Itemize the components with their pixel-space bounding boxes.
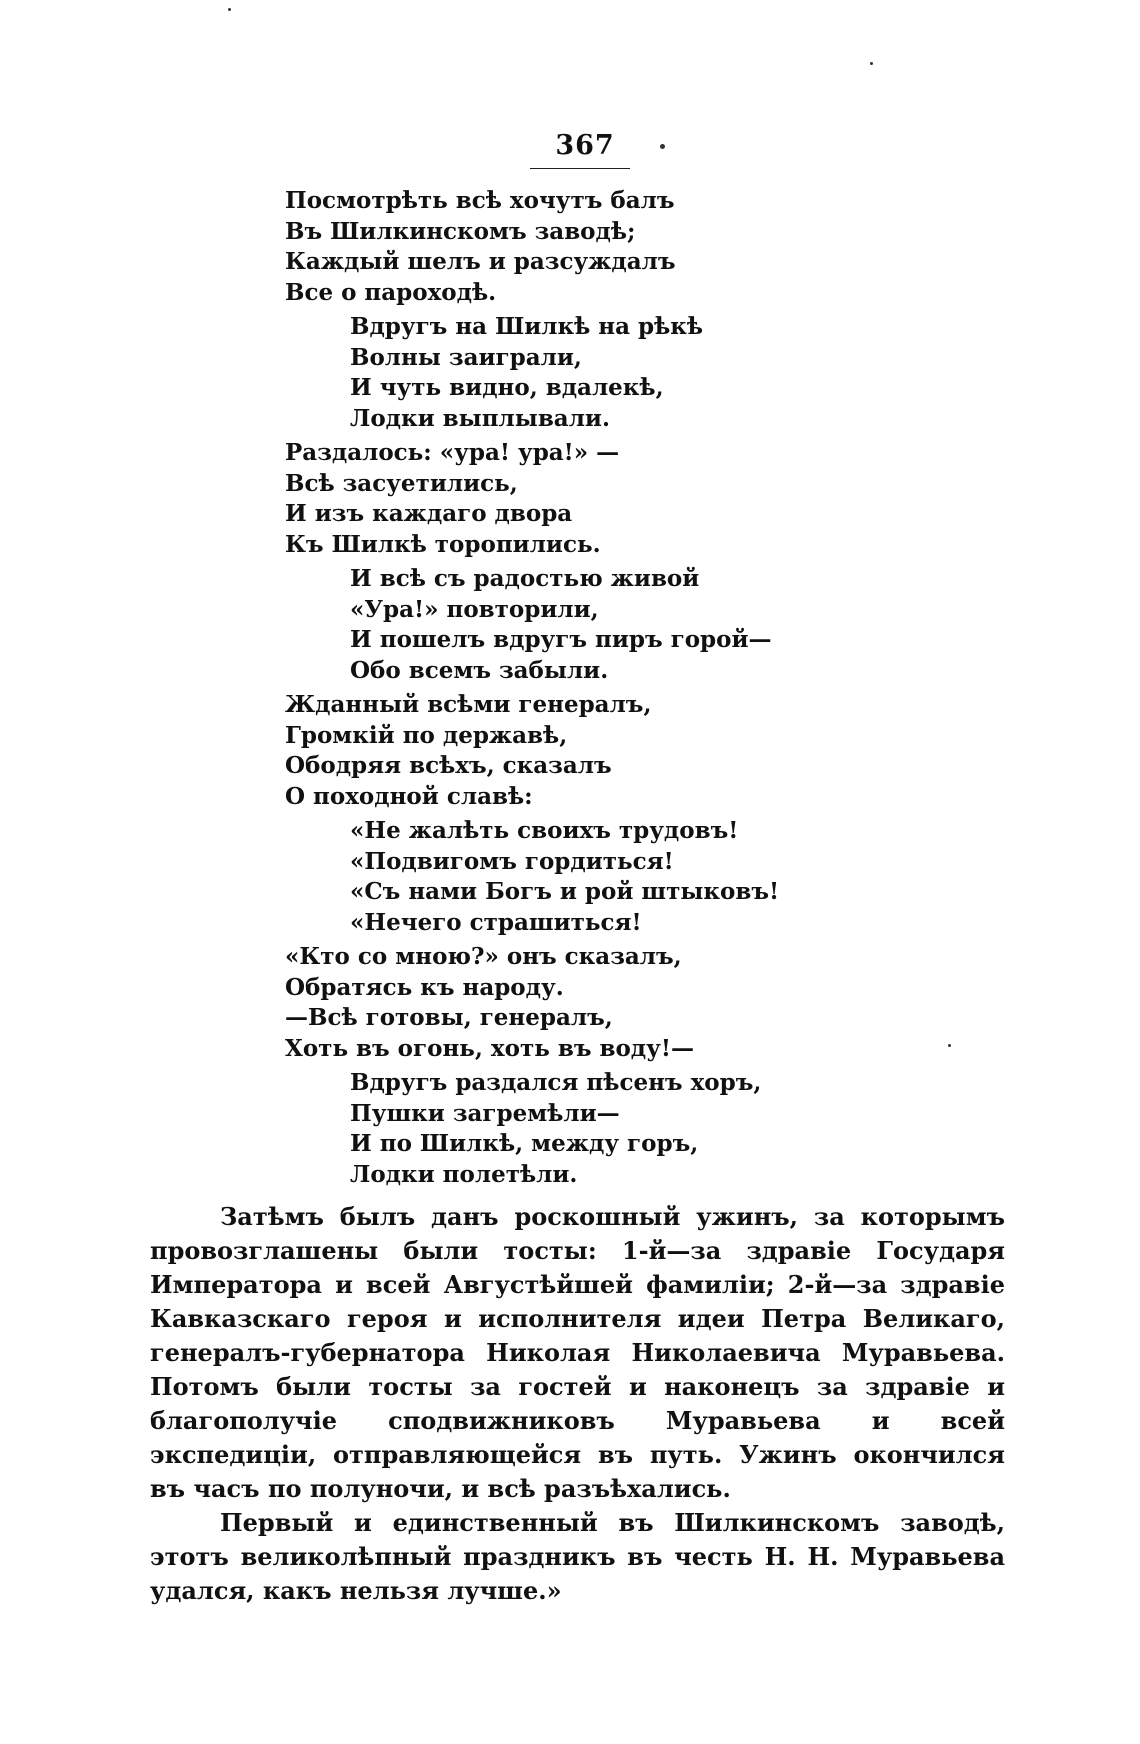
poem xyxy=(285,186,885,1194)
prose-paragraph: Затѣмъ былъ данъ роскошный ужинъ, за которымъ провозглашены были тосты: 1-й—за здравіе Государя Императора и всей Августѣйшей фамиліи; 2-й—за здравіе Кавказскаго героя и исполнителя идеи Петра Великаго, генералъ-губернатора Николая Николаевича Муравьева. Потомъ были тосты за гостей и наконецъ за здравіе и благополучіе сподвижниковъ Муравьева и всей экспедиціи, отправляющейся въ путь. Ужинъ окончился въ часъ по полуночи, и всѣ разъѣхались. xyxy=(150,1202,1005,1503)
poem-line: Громкій по державѣ, xyxy=(285,721,568,749)
poem-line: О походной славѣ: xyxy=(285,782,533,810)
poem-line: Всѣ засуетились, xyxy=(285,469,518,497)
poem-line: «Не жалѣть своихъ трудовъ! xyxy=(350,817,739,844)
poem-line: Каждый шелъ и разсуждалъ xyxy=(285,248,676,275)
poem-line: И по Шилкѣ, между горъ, xyxy=(350,1130,699,1157)
stanza xyxy=(285,312,885,434)
poem-line: Волны заиграли, xyxy=(350,343,582,371)
poem-line: «Подвигомъ гордиться! xyxy=(350,847,674,875)
stanza xyxy=(285,690,885,812)
poem-line: Все о пароходѣ. xyxy=(285,278,497,306)
poem-line: Лодки полетѣли. xyxy=(350,1160,578,1188)
poem-line: Вдругъ на Шилкѣ на рѣкѣ xyxy=(350,313,704,340)
poem-line: Вдругъ раздался пѣсенъ хоръ, xyxy=(350,1069,762,1096)
stanza xyxy=(285,438,885,560)
page-number: 367 xyxy=(555,130,615,161)
poem-line: Лодки выплывали. xyxy=(350,404,610,432)
poem-line: Обо всемъ забыли. xyxy=(350,656,609,684)
print-speck xyxy=(660,144,665,149)
poem-line: Ободряя всѣхъ, сказалъ xyxy=(285,752,612,779)
print-speck xyxy=(870,62,873,65)
poem-line: Хоть въ огонь, хоть въ воду!— xyxy=(285,1034,694,1062)
poem-line: —Всѣ готовы, генералъ, xyxy=(285,1004,613,1031)
print-speck xyxy=(948,1044,951,1047)
poem-line: «Съ нами Богъ и рой штыковъ! xyxy=(350,878,780,905)
poem-line: «Нечего страшиться! xyxy=(350,908,642,936)
prose-paragraph: Первый и единственный въ Шилкинскомъ заводѣ, этотъ великолѣпный праздникъ въ честь Н. Н. Муравьева удался, какъ нельзя лучше.» xyxy=(150,1508,1005,1605)
prose-block xyxy=(150,1200,1005,1608)
stanza xyxy=(285,816,885,938)
print-speck xyxy=(228,8,231,11)
poem-line: Жданный всѣми генералъ, xyxy=(285,691,652,718)
poem-line: И чуть видно, вдалекѣ, xyxy=(350,374,664,401)
poem-line: И пошелъ вдругъ пиръ горой— xyxy=(350,626,772,653)
poem-line: И изъ каждаго двора xyxy=(285,500,573,527)
poem-line: Раздалось: «ура! ура!» — xyxy=(285,439,620,466)
stanza xyxy=(285,186,885,308)
stanza xyxy=(285,564,885,686)
poem-line: «Ура!» повторили, xyxy=(350,595,599,623)
stanza xyxy=(285,942,885,1064)
poem-line: «Кто со мною?» онъ сказалъ, xyxy=(285,943,682,970)
poem-line: Къ Шилкѣ торопились. xyxy=(285,530,601,558)
stanza xyxy=(285,1068,885,1190)
poem-line: Въ Шилкинскомъ заводѣ; xyxy=(285,217,636,245)
poem-line: Посмотрѣть всѣ хочутъ балъ xyxy=(285,187,675,214)
poem-line: Обратясь къ народу. xyxy=(285,973,564,1001)
poem-line: И всѣ съ радостью живой xyxy=(350,565,700,592)
page-number-rule xyxy=(530,168,630,169)
poem-line: Пушки загремѣли— xyxy=(350,1099,620,1127)
